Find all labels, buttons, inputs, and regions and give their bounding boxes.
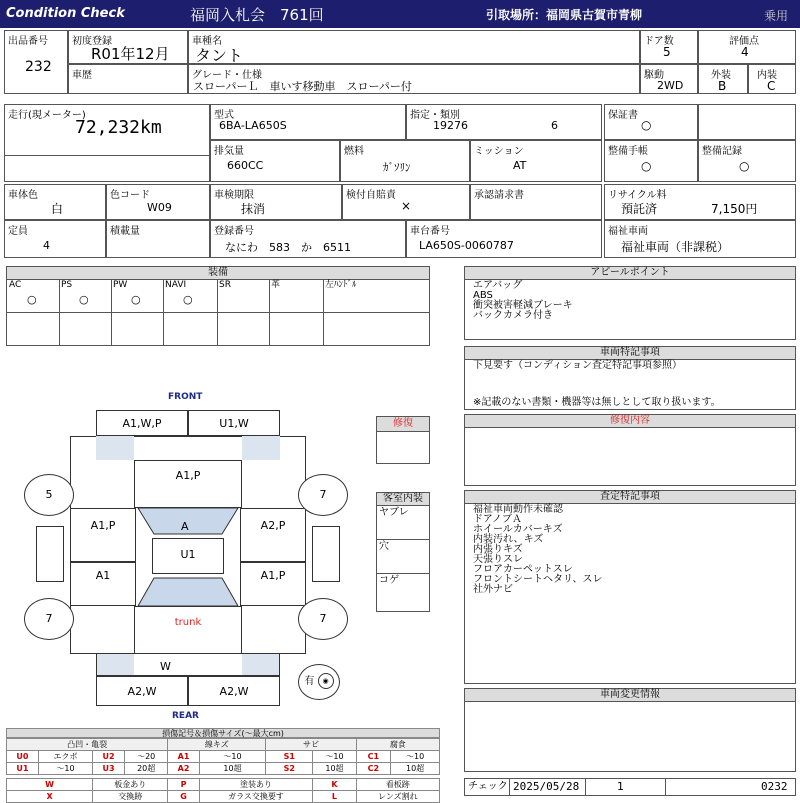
designation-cell: 指定・類別 19276 6	[406, 104, 602, 140]
cabin-item-hole: 穴	[379, 541, 389, 552]
equipment-sr-label: SR	[219, 280, 231, 290]
score: 4	[741, 45, 749, 59]
equipment-lhd-label: 左ﾊﾝﾄﾞﾙ	[325, 280, 357, 290]
roof-mark: A	[181, 520, 189, 533]
check-count: 1	[617, 780, 624, 793]
assessment-line-6: 天張りスレ	[473, 554, 523, 565]
header-bar	[0, 0, 800, 28]
exterior-cell: 外装 B	[698, 64, 748, 94]
welfare-vehicle: 福祉車両（非課税）	[621, 240, 730, 254]
chassis-cell: 車台番号 LA650S-0060787	[406, 220, 602, 258]
mileage-cell: 走行(現メーター) 72,232km	[4, 104, 210, 182]
panel-rear-left: A2,W	[96, 676, 188, 706]
color-cell: 車体色 白	[4, 184, 106, 220]
grade: スローパーＬ 車いす移動車 スローパー付	[193, 80, 412, 93]
history-cell: 車歴	[68, 64, 188, 94]
mileage: 72,232km	[75, 117, 162, 138]
spare-tire: 有 ◉	[298, 664, 340, 700]
change-info-panel	[464, 688, 796, 772]
first-registration: R01年12月	[91, 45, 170, 63]
equipment-navi-label: NAVI	[165, 280, 187, 290]
equipment-leather-label: 革	[271, 280, 281, 290]
equipment-ps-label: PS	[61, 280, 73, 290]
check-code: 0232	[761, 780, 788, 793]
capacity-cell: 定員 4	[4, 220, 106, 258]
legend-title: 損傷記号＆損傷サイズ(～最大cm)	[6, 728, 440, 738]
recycle-fee: 7,150円	[711, 202, 758, 216]
panel-front-left: A1,W,P	[96, 410, 188, 436]
assessment-line-7: フロアカーペットスレ	[473, 564, 573, 575]
score-cell: 評価点 4	[698, 30, 796, 64]
appeal-line-1: エアバッグ	[473, 280, 523, 291]
assessment-line-9: 社外ナビ	[473, 584, 513, 595]
exterior-grade: B	[718, 79, 727, 93]
equipment-pw-label: PW	[113, 280, 128, 290]
equipment-ps-value: ○	[79, 293, 89, 306]
mission-cell: ミッション AT	[470, 140, 602, 182]
spare-wheel-icon: ◉	[318, 673, 334, 689]
repair-label: 修復	[377, 417, 429, 432]
repair-box	[376, 416, 430, 464]
assessment-line-4: 内装汚れ、キズ	[473, 534, 544, 545]
welfare-cell: 福祉車両 福祉車両（非課税）	[604, 220, 796, 258]
first-registration-cell: 初度登録 R01年12月	[68, 30, 188, 64]
assessment-line-1: 福祉車両動作未確認	[473, 504, 563, 515]
inspection-cell: 車検期限 抹消	[210, 184, 342, 220]
rear-center-mark: W	[160, 660, 171, 673]
tire-front-right: 7	[298, 474, 348, 516]
panel-right-rear-door: A1,P	[240, 562, 306, 606]
interior-cell: 内装 C	[748, 64, 796, 94]
pickup-location: 引取場所：福岡県古賀市青柳	[486, 8, 643, 22]
chassis-number: LA650S-0060787	[419, 239, 514, 252]
manual-cell: 整備手帳 ○	[604, 140, 698, 182]
registration-cell: 登録番号 なにわ 583 か 6511	[210, 220, 406, 258]
equipment-ac-label: AC	[9, 280, 22, 290]
interior-grade: C	[767, 79, 776, 93]
car-diagram	[0, 386, 440, 726]
assessment-line-5: 内張りキズ	[473, 544, 523, 555]
legend-table: 凸凹・亀裂 線キズ サビ 腐食 U0 エクボ U2 ～20 A1 ～10 S1 ～10 C1 ～10 U1 ～10 U3 20超 A2 10超 S2 10超 C2 10超 W 板金あり P 塗装あり K 看板跡 X 交換跡 G ガラス交換要す L レンズ割れ	[6, 738, 440, 803]
appeal-panel	[464, 266, 796, 340]
equipment-panel	[6, 266, 430, 346]
equipment-ac-value: ○	[27, 293, 37, 306]
auction-title: 福岡入札会 761回	[190, 6, 324, 24]
assessment-panel	[464, 490, 796, 684]
warranty: ○	[641, 118, 652, 132]
cabin-interior-title: 客室内装	[377, 493, 429, 506]
panel-cabin: U1	[152, 538, 224, 574]
repair-content-title: 修復内容	[465, 415, 795, 428]
appeal-line-4: バックカメラ付き	[473, 310, 553, 321]
tire-rear-right: 7	[298, 598, 348, 640]
record: ○	[739, 159, 750, 173]
load-cell: 積載量	[106, 220, 210, 258]
assessment-line-2: ドアノブＡ	[473, 514, 522, 525]
fuel-cell: 燃料 ｶﾞｿﾘﾝ	[340, 140, 470, 182]
color-code: W09	[147, 201, 172, 214]
rear-window	[138, 578, 238, 606]
panel-front-right: U1,W	[188, 410, 280, 436]
special-notes-disclaimer: ※記載のない書類・機器等は無しとして取り扱います。	[473, 397, 721, 408]
equipment-pw-value: ○	[131, 293, 141, 306]
check-label: チェック	[468, 781, 508, 792]
assessment-line-8: フロントシートヘタリ、スレ	[473, 574, 603, 585]
assessment-line-3: ホイールカバーキズ	[473, 524, 563, 535]
record-cell: 整備記録 ○	[698, 140, 796, 182]
special-notes-panel	[464, 346, 796, 410]
registration-number: なにわ 583 か 6511	[225, 241, 351, 254]
tire-rear-left: 7	[24, 598, 74, 640]
front-label: FRONT	[168, 392, 203, 402]
panel-trunk: trunk	[134, 606, 242, 654]
mission: AT	[513, 159, 527, 172]
appeal-line-2: ABS	[473, 290, 493, 301]
doors-cell: ドア数 5	[640, 30, 698, 64]
grade-cell: グレード・仕様 スローパーＬ 車いす移動車 スローパー付	[188, 64, 640, 94]
approval-cell: 承認請求書	[470, 184, 602, 220]
rear-label: REAR	[172, 711, 199, 721]
change-info-title: 車両変更情報	[465, 689, 795, 702]
capacity: 4	[43, 239, 50, 252]
tire-front-left: 5	[24, 474, 74, 516]
mirror-left	[36, 526, 64, 582]
special-notes-line: 下見要す（コンディション査定特記事項参照）	[473, 360, 682, 371]
displacement-cell: 排気量 660CC	[210, 140, 340, 182]
inspection-expiry: 抹消	[241, 202, 266, 216]
check-date: 2025/05/28	[513, 780, 580, 793]
appeal-title: アピールポイント	[465, 267, 795, 280]
warranty-extra-cell	[698, 104, 796, 140]
model-name-cell: 車種名 タント	[188, 30, 640, 64]
displacement: 660CC	[227, 159, 264, 172]
rear-center-area	[96, 654, 280, 676]
fuel: ｶﾞｿﾘﾝ	[383, 161, 411, 174]
panel-hood: A1,P	[134, 460, 242, 508]
drive: 2WD	[657, 79, 684, 92]
appeal-line-3: 衝突被害軽減ブレーキ	[473, 300, 573, 311]
classification-number: 6	[551, 119, 558, 132]
cabin-interior-box	[376, 492, 430, 612]
panel-rear-right: A2,W	[188, 676, 280, 706]
color-code-cell: 色コード W09	[106, 184, 210, 220]
type-cell: 型式 6BA-LA650S	[210, 104, 406, 140]
recycle-cell: リサイクル料 預託済 7,150円	[604, 184, 796, 220]
mirror-right	[312, 526, 340, 582]
drive-cell: 駆動 2WD	[640, 64, 698, 94]
body-color: 白	[51, 202, 64, 216]
lot-number-cell: 出品番号 232	[4, 30, 68, 94]
headlight-left	[96, 436, 134, 460]
insurance: ×	[401, 199, 412, 213]
brand-label: Condition Check	[6, 6, 125, 21]
equipment-title: 装備	[7, 267, 429, 280]
repair-content-panel	[464, 414, 796, 486]
designation-number: 19276	[433, 119, 468, 132]
check-row	[464, 778, 796, 796]
warranty-cell: 保証書 ○	[604, 104, 698, 140]
lot-number: 232	[25, 59, 52, 75]
headlight-right	[242, 436, 280, 460]
equipment-navi-value: ○	[183, 293, 193, 306]
assessment-title: 査定特記事項	[465, 491, 795, 504]
manual: ○	[641, 159, 652, 173]
panel-left-front-door: A1,P	[70, 508, 136, 562]
vehicle-type: 6BA-LA650S	[219, 119, 287, 132]
panel-right-front-door: A2,P	[240, 508, 306, 562]
insurance-cell: 検付自賠責 ×	[342, 184, 470, 220]
panel-left-rear-door: A1	[70, 562, 136, 606]
body-class: 乗用	[764, 9, 789, 23]
cabin-item-burn: コゲ	[379, 575, 399, 586]
recycle-status: 預託済	[621, 202, 658, 216]
doors: 5	[663, 45, 671, 59]
model-name: タント	[195, 46, 244, 65]
special-notes-title: 車両特記事項	[465, 347, 795, 360]
cabin-item-tear: ヤブレ	[379, 507, 409, 518]
